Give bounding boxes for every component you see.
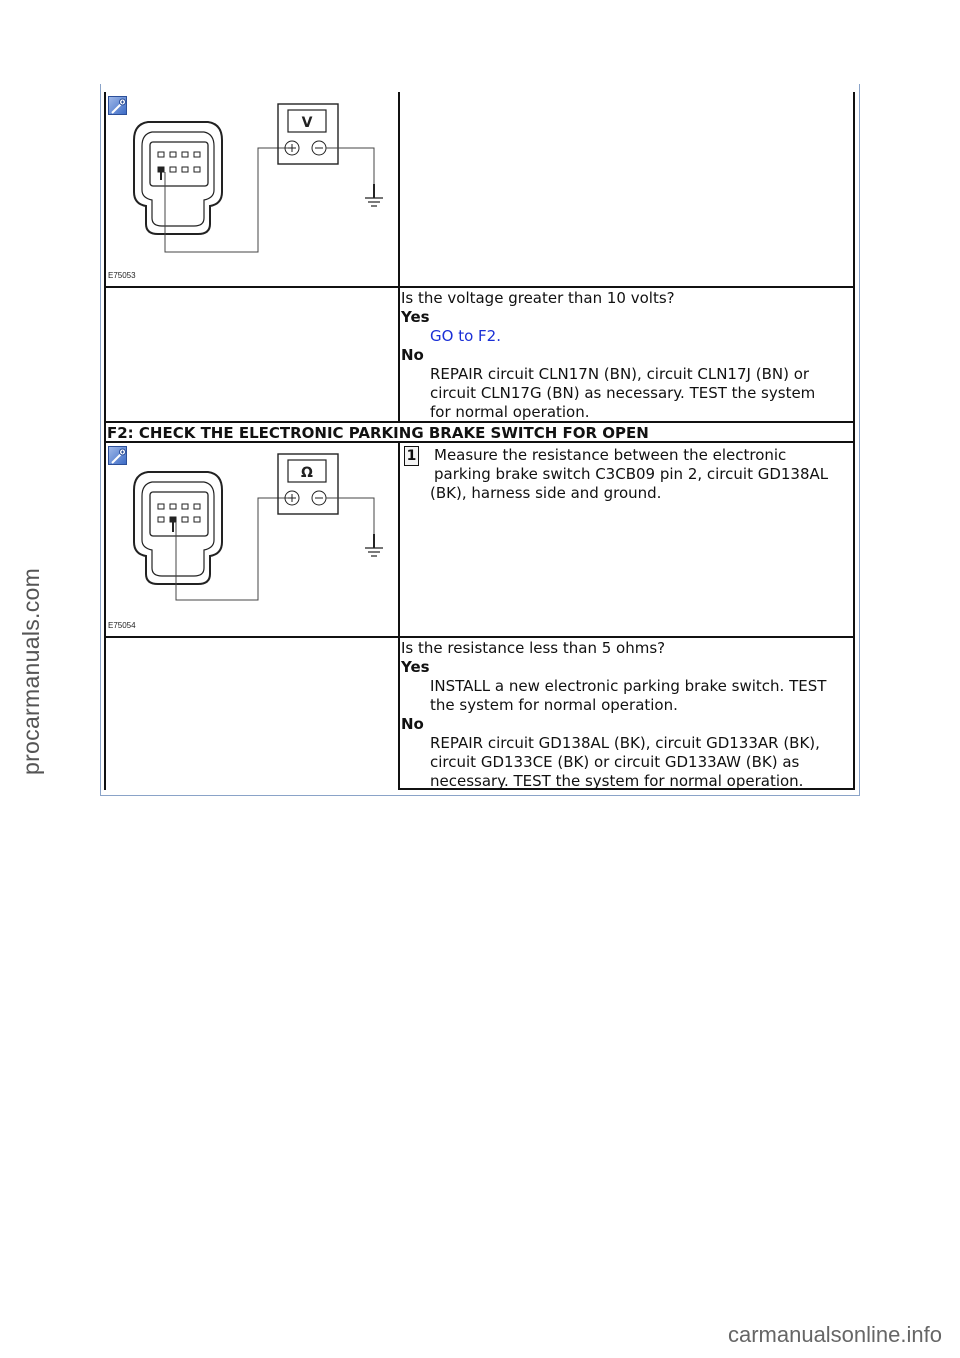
no-action-line: for normal operation. bbox=[430, 403, 590, 421]
column-divider-upper bbox=[398, 92, 400, 422]
step-line: parking brake switch C3CB09 pin 2, circuit GD138AL bbox=[434, 465, 829, 483]
yes-action-line: the system for normal operation. bbox=[430, 696, 678, 714]
row-line-4 bbox=[104, 636, 855, 638]
step-line: (BK), harness side and ground. bbox=[430, 484, 662, 502]
meter-symbol: V bbox=[301, 115, 313, 131]
yes-label: Yes bbox=[401, 658, 430, 676]
step-number: 1 bbox=[404, 446, 419, 466]
no-action-line: circuit CLN17G (BN) as necessary. TEST the system bbox=[430, 384, 816, 402]
question-text: Is the resistance less than 5 ohms? bbox=[401, 639, 666, 657]
side-watermark: procarmanuals.com bbox=[18, 567, 44, 775]
yes-label: Yes bbox=[401, 308, 430, 326]
no-action-line: REPAIR circuit CLN17N (BN), circuit CLN17J (BN) or bbox=[430, 365, 810, 383]
meter-symbol: Ω bbox=[301, 465, 313, 481]
no-action-line: circuit GD133CE (BK) or circuit GD133AW (BK) as bbox=[430, 753, 800, 771]
goto-f2-link[interactable]: GO to F2. bbox=[430, 327, 501, 345]
section-header: F2: CHECK THE ELECTRONIC PARKING BRAKE SWITCH FOR OPEN bbox=[107, 424, 649, 442]
resistance-test-diagram bbox=[106, 442, 396, 634]
figure-label: E75054 bbox=[108, 621, 136, 630]
row-line-1 bbox=[104, 286, 855, 288]
voltage-test-diagram bbox=[106, 92, 396, 284]
column-divider-lower bbox=[398, 442, 400, 790]
no-action-line: REPAIR circuit GD138AL (BK), circuit GD133AR (BK), bbox=[430, 734, 820, 752]
no-action-line: necessary. TEST the system for normal operation. bbox=[430, 772, 804, 790]
no-label: No bbox=[401, 715, 424, 733]
question-text: Is the voltage greater than 10 volts? bbox=[401, 289, 675, 307]
no-label: No bbox=[401, 346, 424, 364]
figure-label: E75053 bbox=[108, 271, 136, 280]
bottom-watermark: carmanualsonline.info bbox=[727, 1322, 942, 1347]
step-line: Measure the resistance between the electronic bbox=[434, 446, 787, 464]
yes-action-line: INSTALL a new electronic parking brake switch. TEST bbox=[430, 677, 827, 695]
